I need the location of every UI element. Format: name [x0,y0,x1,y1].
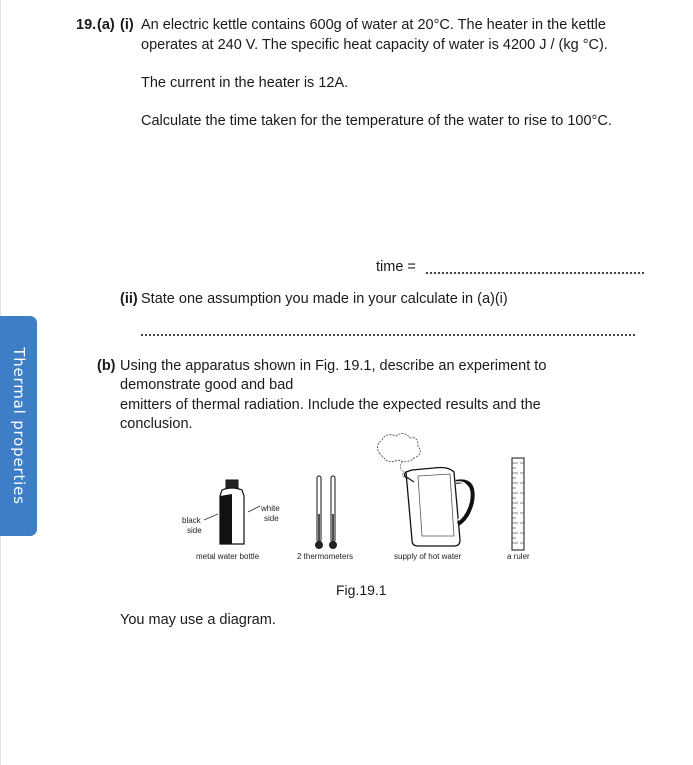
thermometers-drawing [311,474,341,552]
diagram-instruction: You may use a diagram. [120,612,276,628]
kettle-label: supply of hot water [394,552,462,561]
white-side-label-1: white [261,504,280,513]
side-tab-label: Thermal properties [9,347,28,505]
ruler-label: a ruler [507,552,530,561]
figure-caption: Fig.19.1 [336,582,387,598]
question-number: 19. [76,17,97,33]
part-b-label: (b) [97,358,116,374]
black-side-label-1: black [182,516,201,525]
calculate-text: Calculate the time taken for the temperature of the water to rise to 100°C. [141,113,612,129]
thermometers-label: 2 thermometers [297,552,354,561]
b-text-line4: conclusion. [120,416,193,432]
a-ii-text: State one assumption you made in your calculate in (a)(i) [141,291,508,307]
assumption-answer-line[interactable] [141,334,635,336]
kettle-drawing [372,432,482,550]
current-text: The current in the heater is 12A. [141,75,349,91]
black-side-leader [204,512,224,522]
sub-ii-label: (ii) [120,291,138,307]
b-text-line2: demonstrate good and bad [120,377,294,393]
a-i-text-line2: operates at 240 V. The specific heat capacity of water is 4200 J / (kg °C). [141,37,608,53]
white-side-label-2: side [264,514,279,523]
black-side-label-2: side [187,526,202,535]
sub-i-label: (i) [120,17,134,33]
time-answer-line[interactable] [426,272,644,274]
ruler-drawing [509,457,527,553]
b-text-line3: emitters of thermal radiation. Include the expected results and the [120,397,541,413]
b-text-line1: Using the apparatus shown in Fig. 19.1, describe an experiment to [120,358,547,374]
a-i-text-line1: An electric kettle contains 600g of water at 20°C. The heater in the kettle [141,17,606,33]
time-label: time = [376,259,416,275]
part-a-label: (a) [97,17,115,33]
side-tab[interactable] [0,316,37,536]
bottle-label: metal water bottle [196,552,260,561]
